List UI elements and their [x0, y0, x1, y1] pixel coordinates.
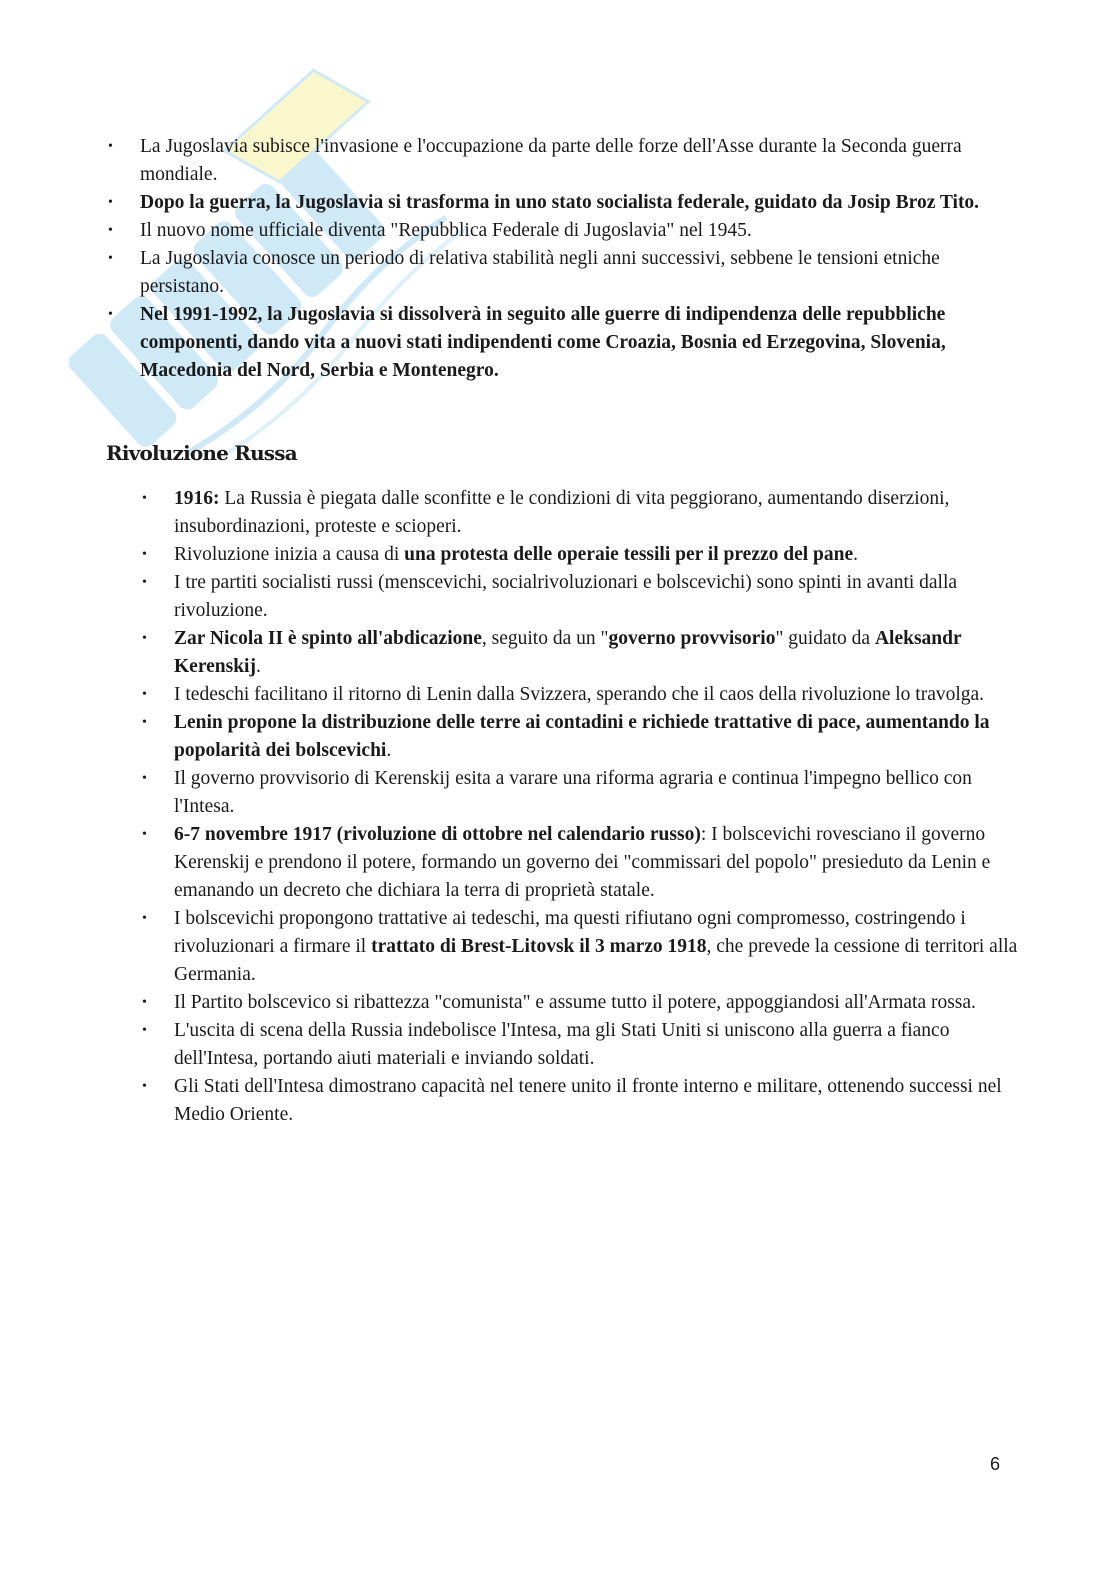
- text-segment: " guidato da: [775, 628, 875, 649]
- text-segment: I bolscevichi propongono trattative ai tedeschi, ma questi rifiutano ogni compromesso, costringendo i rivoluzionari a firmare il: [174, 908, 966, 957]
- bullet-icon: •: [142, 715, 147, 730]
- list-item: [108, 245, 1020, 301]
- list-item: [142, 765, 1024, 821]
- bold-text-segment: Aleksandr Kerenskij: [174, 628, 962, 677]
- text-segment: .: [386, 740, 392, 761]
- bold-text-segment: Dopo la guerra, la Jugoslavia si trasforma in uno stato socialista federale, guidato da Josip Broz Tito.: [140, 192, 980, 213]
- list-item: [142, 541, 1024, 569]
- text-segment: I tedeschi facilitano il ritorno di Lenin dalla Svizzera, sperando che il caos della rivoluzione lo travolga.: [174, 684, 985, 705]
- bold-text-segment: 6-7 novembre 1917 (rivoluzione di ottobre nel calendario russo): [174, 824, 701, 845]
- bold-text-segment: Nel 1991-1992, la Jugoslavia si dissolverà in seguito alle guerre di indipendenza delle repubbliche componenti, dando vita a nuovi stati indipendenti come Croazia, Bosnia ed Erzegovina, Slovenia, Macedonia del Nord, Serbia e Montenegro.: [140, 304, 946, 381]
- bold-text-segment: trattato di Brest-Litovsk il 3 marzo 1918: [371, 936, 707, 957]
- list-item: [108, 133, 1020, 189]
- bold-text-segment: Lenin propone la distribuzione delle terre ai contadini e richiede trattative di pace, aumentando la popolarità dei bolscevichi: [174, 712, 990, 761]
- text-segment: La Jugoslavia conosce un periodo di relativa stabilità negli anni successivi, sebbene le tensioni etniche persistano.: [140, 248, 940, 297]
- bullet-icon: •: [142, 547, 147, 562]
- text-segment: , seguito da un ": [481, 628, 609, 649]
- bullet-icon: •: [142, 687, 147, 702]
- section-heading-rivoluzione-russa: Rivoluzione Russa: [106, 441, 297, 465]
- list-item: [142, 485, 1024, 541]
- text-segment: Il governo provvisorio di Kerenskij esita a varare una riforma agraria e continua l'impegno bellico con l'Intesa.: [174, 768, 972, 817]
- list-item: [142, 1017, 1024, 1073]
- bullet-icon: •: [142, 491, 147, 506]
- text-segment: .: [853, 544, 859, 565]
- bullet-icon: •: [142, 575, 147, 590]
- text-segment: Il Partito bolscevico si ribattezza "comunista" e assume tutto il potere, appoggiandosi all'Armata rossa.: [174, 992, 976, 1013]
- bullet-icon: •: [142, 631, 147, 646]
- text-segment: .: [255, 656, 261, 677]
- list-item: [142, 709, 1024, 765]
- list-item: [142, 989, 1024, 1017]
- bullet-icon: •: [142, 911, 147, 926]
- bullet-icon: •: [142, 1079, 147, 1094]
- list-item: [142, 1073, 1024, 1129]
- bold-text-segment: 1916:: [174, 488, 220, 509]
- bold-text-segment: Zar Nicola II è spinto all'abdicazione: [174, 628, 482, 649]
- bullet-icon: •: [108, 251, 113, 266]
- text-segment: : I bolscevichi rovesciano il governo Kerenskij e prendono il potere, formando un governo dei "commissari del popolo" presieduto da Lenin e emanando un decreto che dichiara la terra di proprietà statale.: [174, 824, 991, 901]
- text-segment: L'uscita di scena della Russia indebolisce l'Intesa, ma gli Stati Uniti si uniscono alla guerra a fianco dell'Intesa, portando aiuti materiali e inviando soldati.: [174, 1020, 950, 1069]
- page-number: 6: [990, 1454, 1001, 1474]
- bullet-icon: •: [108, 307, 113, 322]
- list-item: [108, 189, 1020, 217]
- bullet-icon: •: [108, 195, 113, 210]
- text-segment: I tre partiti socialisti russi (menscevichi, socialrivoluzionari e bolscevichi) sono spinti in avanti dalla rivoluzione.: [174, 572, 958, 621]
- list-item: [142, 569, 1024, 625]
- rivoluzione-russa-bullet-list: [142, 485, 1024, 1129]
- list-item: [108, 301, 1020, 385]
- text-segment: Gli Stati dell'Intesa dimostrano capacità nel tenere unito il fronte interno e militare, ottenendo successi nel Medio Oriente.: [174, 1076, 1002, 1125]
- text-segment: La Russia è piegata dalle sconfitte e le condizioni di vita peggiorano, aumentando diserzioni, insubordinazioni, proteste e scioperi.: [174, 488, 950, 537]
- text-segment: , che prevede la cessione di territori alla Germania.: [174, 936, 1018, 985]
- list-item: [142, 905, 1024, 989]
- text-segment: La Jugoslavia subisce l'invasione e l'occupazione da parte delle forze dell'Asse durante la Seconda guerra mondiale.: [140, 136, 962, 185]
- bullet-icon: •: [142, 1023, 147, 1038]
- text-segment: Il nuovo nome ufficiale diventa "Repubblica Federale di Jugoslavia" nel 1945.: [140, 220, 752, 241]
- list-item: [142, 681, 1024, 709]
- bullet-icon: •: [142, 771, 147, 786]
- list-item: [142, 625, 1024, 681]
- bullet-icon: •: [142, 827, 147, 842]
- bold-text-segment: una protesta delle operaie tessili per il prezzo del pane: [404, 544, 854, 565]
- jugoslavia-bullet-list: [108, 133, 1020, 385]
- list-item: [108, 217, 1020, 245]
- list-item: [142, 821, 1024, 905]
- bullet-icon: •: [108, 139, 113, 154]
- bullet-icon: •: [142, 995, 147, 1010]
- bullet-icon: •: [108, 223, 113, 238]
- bold-text-segment: governo provvisorio: [608, 628, 776, 649]
- text-segment: Rivoluzione inizia a causa di: [174, 544, 405, 565]
